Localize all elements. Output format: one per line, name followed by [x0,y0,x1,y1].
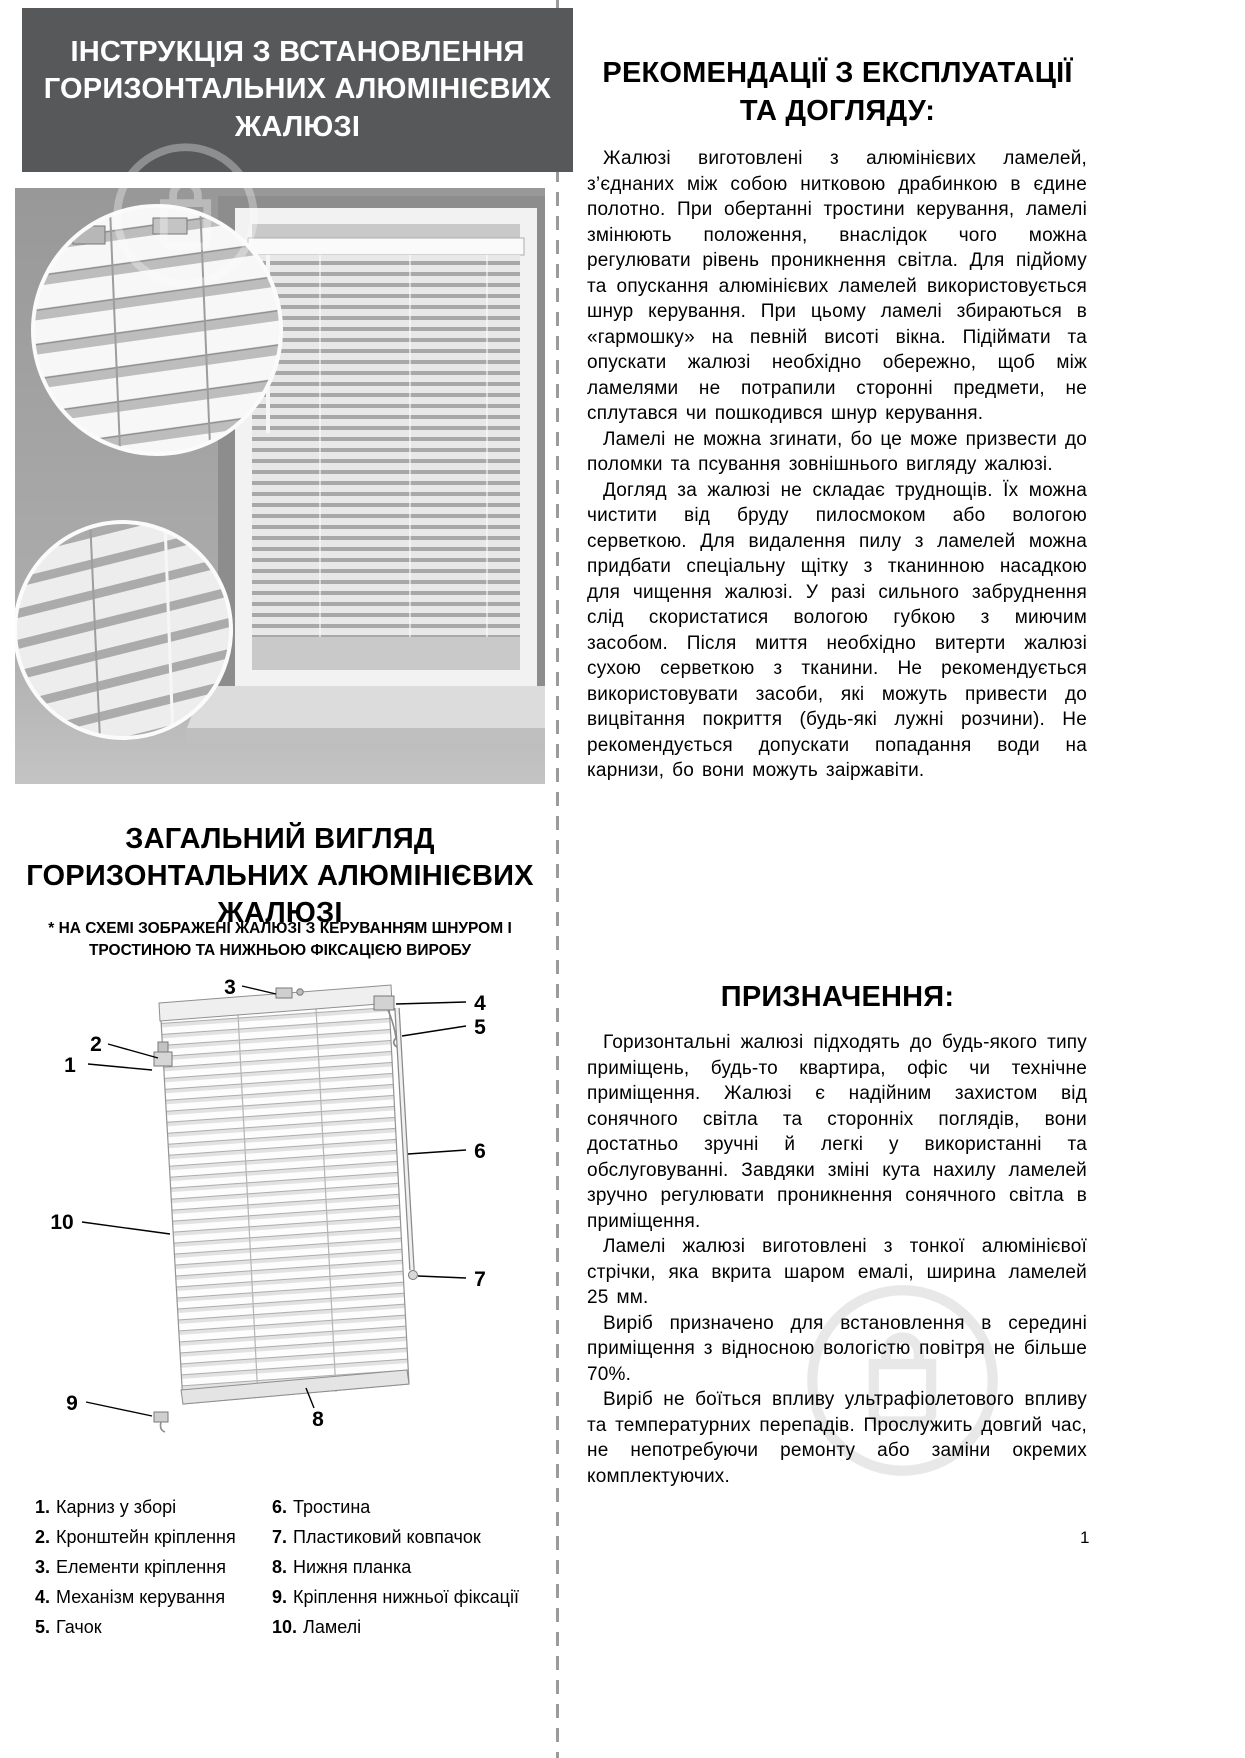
care-paragraph: Догляд за жалюзі не складає труднощів. Їх можна чистити від бруду пилосмоком або вологою серветкою. Для видалення пилу з ламелей можна придбати спеціальну щітку з тканинною насадкою для чищення жалюзі. У разі сильного забруднення слід скористатися вологою губкою з миючим засобом. Після миття необхідно витерти жалюзі сухою серветкою з тканини. Не рекомендується використовувати засоби, які можуть привести до вицвітання покриття (будь-які лужні розчини). Не рекомендується допускати попадання води на карнизи, бо вони можуть заіржавіти. [587,479,1087,781]
legend-column-1 [35,1492,272,1642]
callout-7: 7 [474,1268,486,1291]
legend-num: 8. [272,1557,288,1577]
legend-label: Елементи кріплення [56,1557,226,1577]
legend-num: 10. [272,1617,298,1637]
legend-num: 3. [35,1557,51,1577]
diagram-plastic-cap [409,1271,418,1280]
legend-item-8 [272,1552,547,1582]
overview-note: * НА СХЕМІ ЗОБРАЖЕНІ ЖАЛЮЗІ З КЕРУВАННЯМ ШНУРОМ І ТРОСТИНОЮ ТА НИЖНЬОЮ ФІКСАЦІЄЮ ВИРОБУ [48,920,512,959]
header-title-box [22,8,573,172]
legend-item-1 [35,1492,272,1522]
callout-5: 5 [474,1016,486,1039]
callout-6: 6 [474,1140,486,1163]
legend-num: 1. [35,1497,51,1517]
legend-num: 7. [272,1527,288,1547]
legend-label: Тростина [293,1497,371,1517]
overview-title: ЗАГАЛЬНИЙ ВИГЛЯД ГОРИЗОНТАЛЬНИХ АЛЮМІНІЄВИХ ЖАЛЮЗІ [26,823,534,930]
care-paragraph: Ламелі не можна згинати, бо це може призвести до поломки та псування зовнішнього вигляду жалюзі. [587,428,1087,475]
legend-label: Кріплення нижньої фіксації [293,1587,519,1607]
column-separator [556,0,559,1758]
blinds-diagram [8,972,543,1457]
page-title: ІНСТРУКЦІЯ З ВСТАНОВЛЕННЯ ГОРИЗОНТАЛЬНИХ АЛЮМІНІЄВИХ ЖАЛЮЗІ [43,36,552,143]
legend-item-7 [272,1522,547,1552]
legend-item-4 [35,1582,272,1612]
callout-2: 2 [90,1033,102,1056]
windowsill [187,686,545,728]
care-paragraph: Жалюзі виготовлені з алюмінієвих ламелей, з’єднаних між собою нитковою драбинкою в єдине полотно. При обертанні тростини керування, ламелі змінюють положення, внаслідок чого можна регулювати рівень проникнення світла. Для підйому та опускання алюмінієвих ламелей використовується шнур керування. При цьому ламелі збираються в «гармошку» на певній висоті вікна. Підіймати та опускати жалюзі необхідно обережно, щоб між ламелями не потрапили сторонні предмети, не сплутався чи пошкодився шнур керування. [587,148,1087,424]
legend-item-2 [35,1522,272,1552]
headrail [248,238,524,255]
installed-blinds-photo [15,188,545,784]
purpose-paragraph: Виріб не боїться впливу ультрафіолетового впливу та температурних перепадів. Прослужить довгий час, не непотребуючи ремонту або заміни окремих комплектуючих. [587,1389,1087,1487]
callout-1: 1 [64,1054,76,1077]
purpose-paragraph: Горизонтальні жалюзі підходять до будь-якого типу приміщень, будь-то квартира, офіс чи технічне приміщення. Жалюзі є надійним захистом від сонячного світла та сторонніх поглядів, вони достатньо зручні й легкі у використанні та обслуговуванні. Завдяки зміні кута нахилу ламелей зручно регулювати проникнення сонячного світла в приміщення. [587,1032,1087,1232]
legend-num: 2. [35,1527,51,1547]
legend-num: 5. [35,1617,51,1637]
legend-label: Пластиковий ковпачок [293,1527,481,1547]
legend-num: 9. [272,1587,288,1607]
legend-item-10 [272,1612,547,1642]
callout-9: 9 [66,1392,78,1415]
purpose-paragraph: Виріб призначено для встановлення в середині приміщення з відносною вологістю повітря не більше 70%. [587,1312,1087,1385]
legend-label: Ламелі [303,1617,362,1637]
purpose-section-text [587,1030,1087,1489]
legend-item-3 [35,1552,272,1582]
purpose-paragraph: Ламелі жалюзі виготовлені з тонкої алюмінієвої стрічки, яка вкрита шаром емалі, ширина ламелей 25 мм. [587,1236,1087,1308]
legend-item-6 [272,1492,547,1522]
legend-label: Карниз у зборі [56,1497,177,1517]
callout-10: 10 [50,1211,74,1234]
legend-label: Гачок [56,1617,102,1637]
legend-item-5 [35,1612,272,1642]
care-section-text [587,146,1087,784]
diagram-slats [161,1002,409,1404]
callout-3: 3 [224,976,236,999]
legend-column-2 [272,1492,547,1642]
diagram-bottom-fixation [154,1412,168,1432]
legend-num: 4. [35,1587,51,1607]
legend-label: Кронштейн кріплення [56,1527,236,1547]
legend-label: Механізм керування [56,1587,226,1607]
purpose-section-title: ПРИЗНАЧЕННЯ: [720,981,955,1014]
blinds-slats [252,255,520,637]
care-section-title: РЕКОМЕНДАЦІЇ З ЕКСПЛУАТАЦІЇ ТА ДОГЛЯДУ: [602,57,1073,127]
legend-label: Нижня планка [293,1557,412,1577]
callout-8: 8 [312,1408,324,1431]
page-number: 1 [1080,1528,1090,1547]
callout-4: 4 [474,992,486,1015]
parts-legend [35,1492,547,1642]
legend-item-9 [272,1582,547,1612]
legend-num: 6. [272,1497,288,1517]
